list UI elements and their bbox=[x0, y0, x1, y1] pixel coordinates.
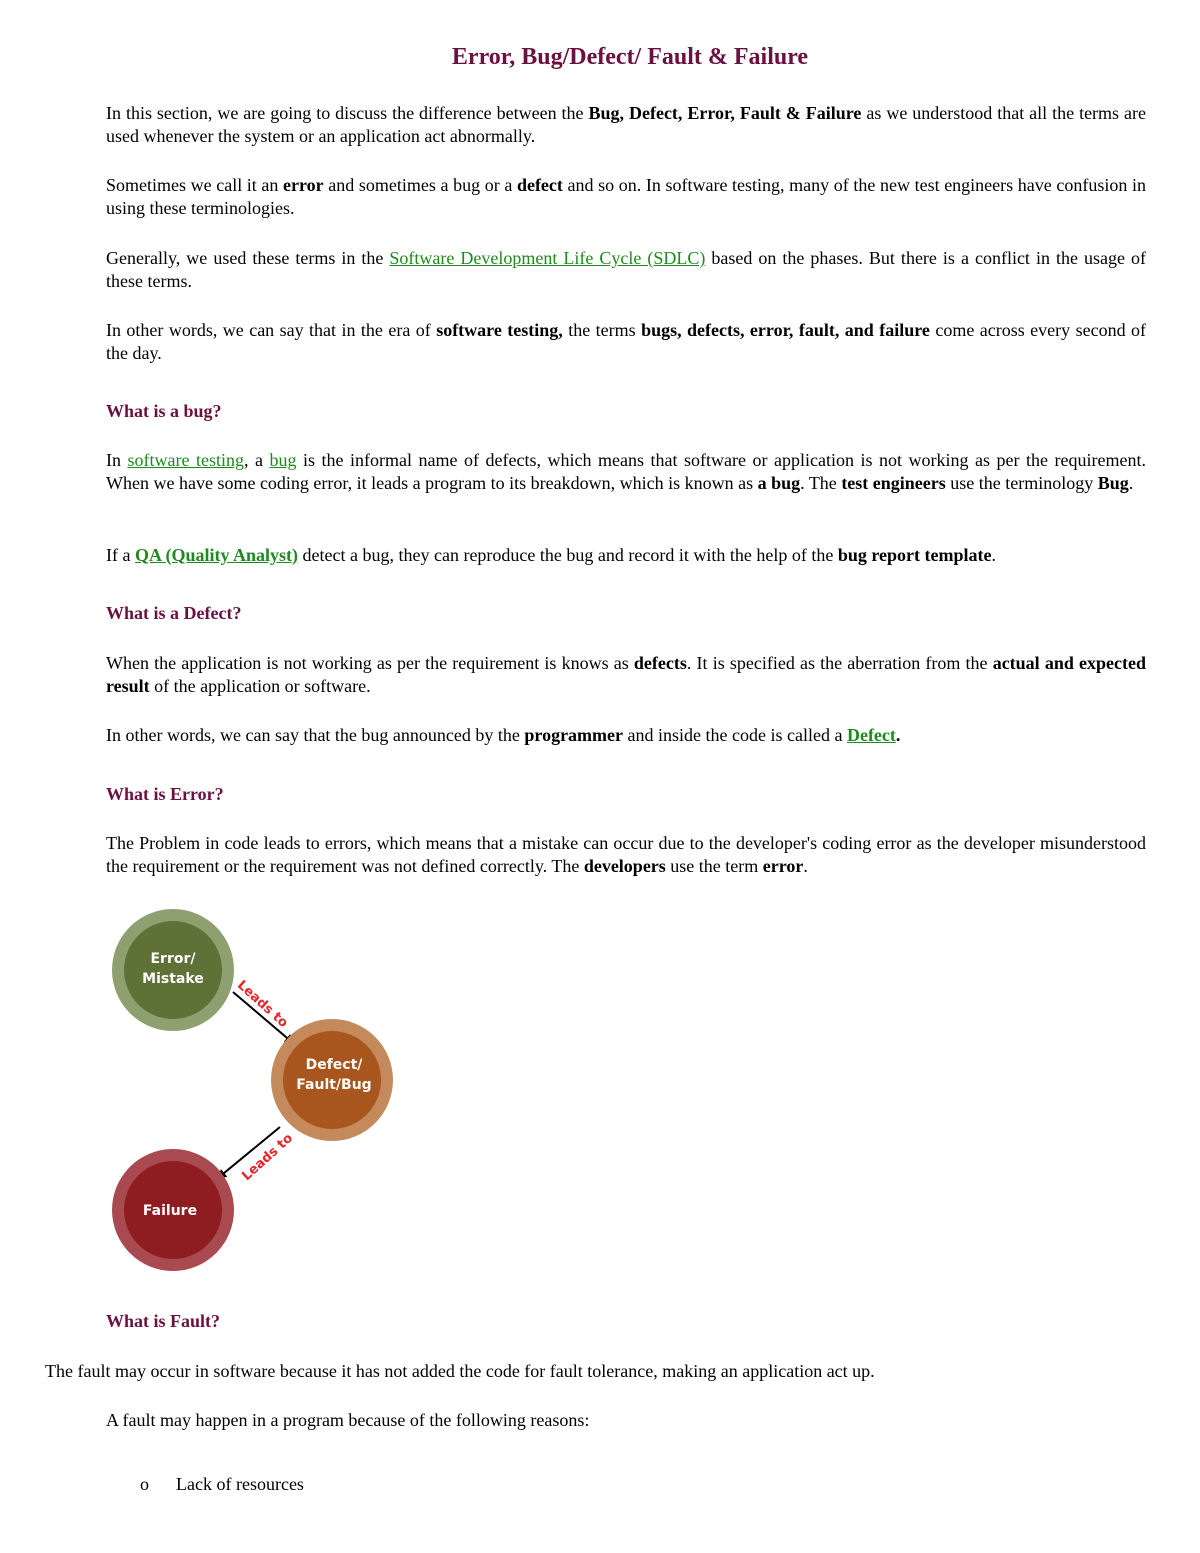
terminology-paragraph: Sometimes we call it an error and sometimes a bug or a defect and so on. In software testing, many of the new test engineers have confusion in using these terminologies. bbox=[106, 175, 1146, 218]
intro-paragraph: In this section, we are going to discuss the difference between the Bug, Defect, Error, Fault & Failure as we understood that all the terms are used whenever the system or an application act abnormally. bbox=[106, 103, 1146, 146]
qa-link[interactable]: QA (Quality Analyst) bbox=[134, 545, 299, 565]
list-item bbox=[140, 1473, 304, 1496]
list-item-text: Lack of resources bbox=[176, 1474, 304, 1494]
fault-heading: What is Fault? bbox=[106, 1311, 221, 1331]
arrow2-label: Leads to bbox=[239, 1130, 296, 1184]
defect-link[interactable]: Defect bbox=[846, 725, 896, 745]
failure-node bbox=[112, 1149, 234, 1271]
error-paragraph: The Problem in code leads to errors, which means that a mistake can occur due to the developer's coding error as the developer misunderstood the requirement or the requirement was not defined correctly. The developers use the term error. bbox=[106, 833, 1146, 876]
bug-link[interactable]: bug bbox=[269, 450, 297, 470]
sdlc-paragraph: Generally, we used these terms in the Software Development Life Cycle (SDLC) based on the phases. But there is a conflict in the usage of these terms. bbox=[106, 248, 1146, 291]
bullet-marker: o bbox=[140, 1474, 149, 1494]
arrow1-label: Leads to bbox=[234, 977, 291, 1031]
defect-node bbox=[271, 1019, 393, 1141]
error-defect-failure-diagram bbox=[100, 905, 410, 1280]
era-paragraph: In other words, we can say that in the era of software testing, the terms bugs, defects, error, fault, and failure come across every second of the day. bbox=[106, 320, 1146, 363]
defect-node-label-line2: Fault/Bug bbox=[296, 1077, 372, 1093]
page-title: Error, Bug/Defect/ Fault & Failure bbox=[451, 44, 809, 70]
fault-reasons-intro: A fault may happen in a program because of the following reasons: bbox=[106, 1410, 590, 1430]
programmer-paragraph: In other words, we can say that the bug announced by the programmer and inside the code is called a Defect. bbox=[106, 725, 901, 745]
error-heading: What is Error? bbox=[106, 784, 224, 804]
bug-paragraph: In software testing, a bug is the informal name of defects, which means that software or application is not working as per the requirement. When we have some coding error, it leads a program to its breakdown, which is known as a bug. The test engineers use the terminology Bug. bbox=[106, 450, 1146, 493]
error-node-inner bbox=[124, 921, 222, 1019]
qa-paragraph: If a QA (Quality Analyst) detect a bug, they can reproduce the bug and record it with the help of the bug report template. bbox=[106, 545, 996, 565]
software-testing-link[interactable]: software testing bbox=[127, 450, 244, 470]
fault-paragraph: The fault may occur in software because it has not added the code for fault tolerance, making an application act up. bbox=[45, 1361, 875, 1381]
error-node bbox=[112, 909, 234, 1031]
defect-node-label-line1: Defect/ bbox=[305, 1057, 363, 1073]
defect-heading: What is a Defect? bbox=[106, 603, 242, 623]
sdlc-link[interactable]: Software Development Life Cycle (SDLC) bbox=[389, 248, 706, 268]
error-node-label-line1: Error/ bbox=[150, 951, 196, 967]
failure-node-label: Failure bbox=[142, 1203, 198, 1219]
defect-paragraph: When the application is not working as per the requirement is knows as defects. It is specified as the aberration from the actual and expected result of the application or software. bbox=[106, 653, 1146, 696]
bug-heading: What is a bug? bbox=[106, 401, 222, 421]
error-node-label-line2: Mistake bbox=[142, 971, 204, 987]
